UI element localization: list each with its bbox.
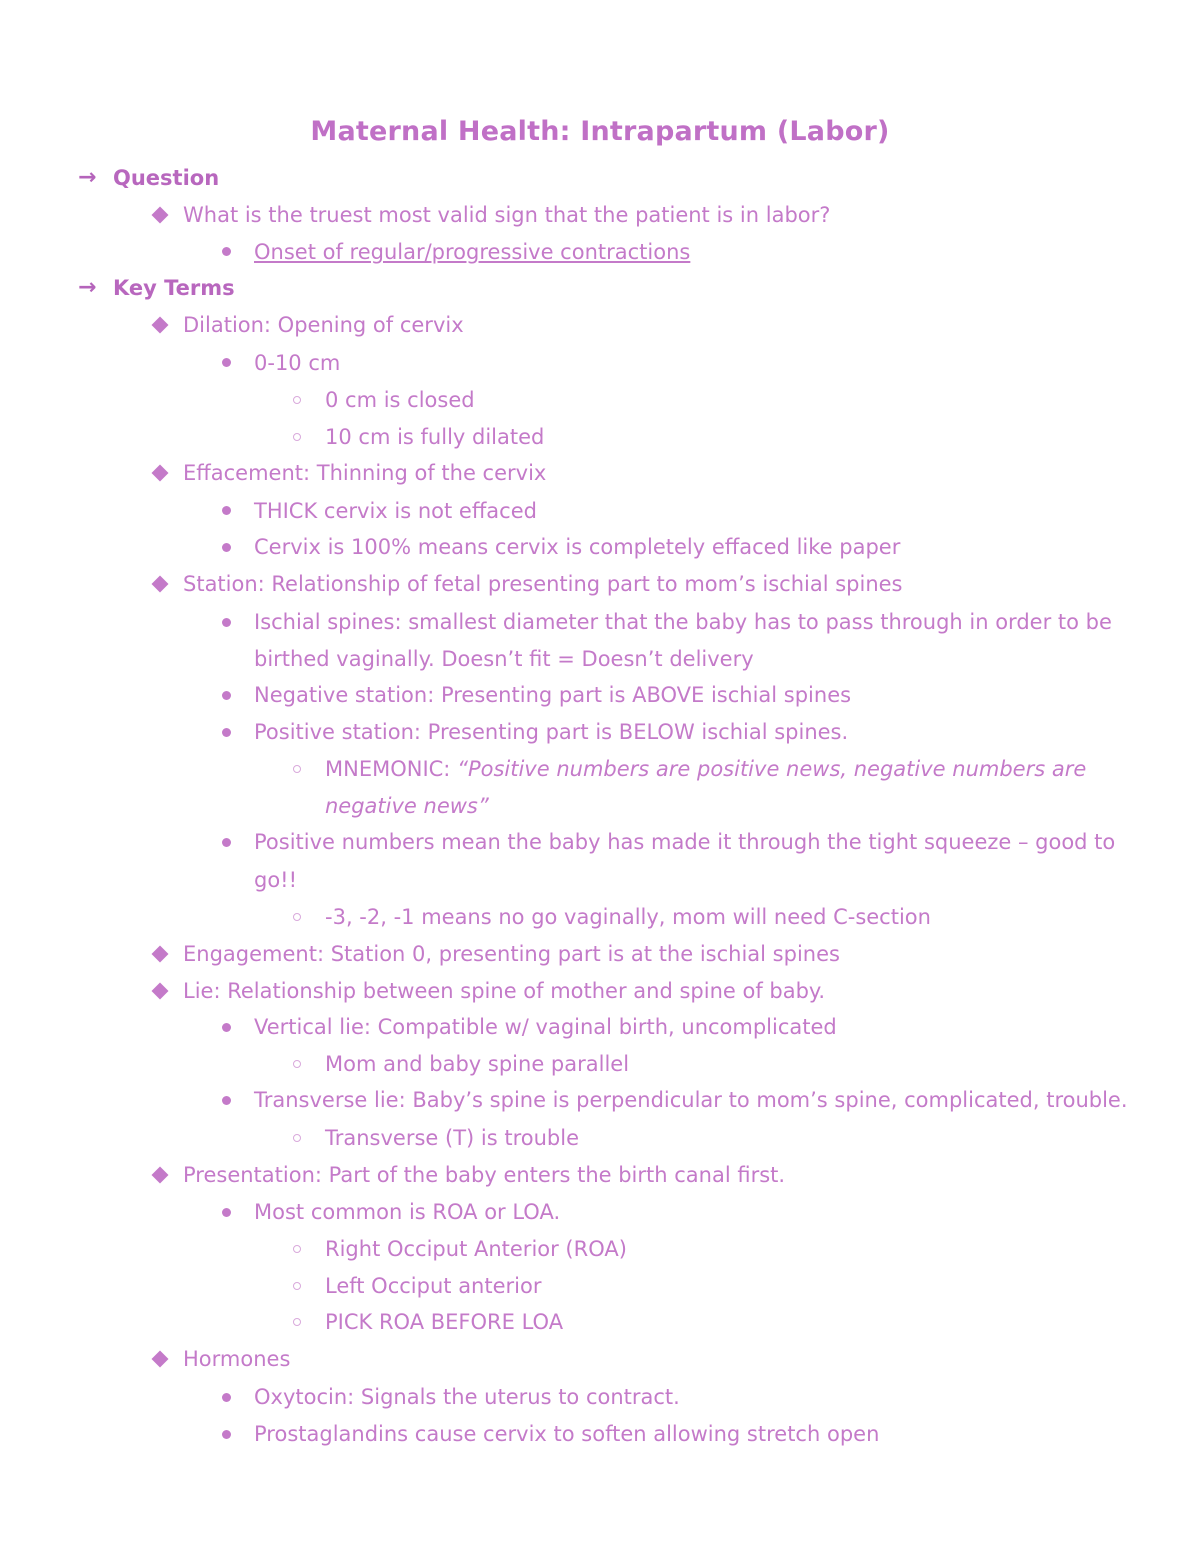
diamond-bullet-icon (152, 465, 169, 482)
arrow-icon: → (78, 275, 97, 300)
mnemonic-quote-continued: negative news” (325, 794, 489, 818)
circle-bullet-icon (293, 1060, 301, 1068)
list-item: PICK ROA BEFORE LOA (325, 1310, 564, 1334)
list-item: Left Occiput anterior (325, 1274, 542, 1298)
term-lie: Lie: Relationship between spine of mother and spine of baby. (183, 979, 826, 1003)
section-heading-question: Question (113, 166, 220, 190)
list-item: -3, -2, -1 means no go vaginally, mom will need C-section (325, 905, 931, 929)
list-item: Transverse (T) is trouble (325, 1126, 579, 1150)
disc-bullet-icon (222, 358, 231, 367)
term-station: Station: Relationship of fetal presenting part to mom’s ischial spines (183, 572, 903, 596)
list-item: Most common is ROA or LOA. (254, 1200, 561, 1224)
diamond-bullet-icon (152, 946, 169, 963)
page-title: Maternal Health: Intrapartum (Labor) (310, 116, 890, 147)
list-item: Vertical lie: Compatible w/ vaginal birth, uncomplicated (254, 1015, 837, 1039)
question-prompt: What is the truest most valid sign that the patient is in labor? (183, 203, 831, 227)
disc-bullet-icon (222, 691, 231, 700)
disc-bullet-icon (222, 1023, 231, 1032)
diamond-bullet-icon (152, 317, 169, 334)
circle-bullet-icon (293, 1282, 301, 1290)
list-item: Positive station: Presenting part is BELOW ischial spines. (254, 720, 849, 744)
disc-bullet-icon (222, 1208, 231, 1217)
list-item: Mom and baby spine parallel (325, 1052, 630, 1076)
question-answer: Onset of regular/progressive contractions (254, 240, 691, 264)
term-dilation: Dilation: Opening of cervix (183, 313, 464, 337)
list-item: Ischial spines: smallest diameter that the baby has to pass through in order to be (254, 610, 1112, 634)
circle-bullet-icon (293, 433, 301, 441)
list-item: Right Occiput Anterior (ROA) (325, 1237, 627, 1261)
mnemonic-quote: “Positive numbers are positive news, negative numbers are (457, 757, 1087, 781)
list-item: 10 cm is fully dilated (325, 425, 545, 449)
disc-bullet-icon (222, 1096, 231, 1105)
term-hormones: Hormones (183, 1347, 291, 1371)
diamond-bullet-icon (152, 983, 169, 1000)
disc-bullet-icon (222, 247, 231, 256)
circle-bullet-icon (293, 913, 301, 921)
list-item: Prostaglandins cause cervix to soften allowing stretch open (254, 1422, 880, 1446)
section-heading-key-terms: Key Terms (113, 276, 235, 300)
term-engagement: Engagement: Station 0, presenting part is at the ischial spines (183, 942, 840, 966)
disc-bullet-icon (222, 1393, 231, 1402)
list-item: Transverse lie: Baby’s spine is perpendicular to mom’s spine, complicated, trouble. (254, 1088, 1128, 1112)
disc-bullet-icon (222, 543, 231, 552)
circle-bullet-icon (293, 1134, 301, 1142)
list-item: 0-10 cm (254, 351, 341, 375)
list-item: THICK cervix is not effaced (254, 499, 537, 523)
term-effacement: Effacement: Thinning of the cervix (183, 461, 547, 485)
list-item-continued: go!! (254, 868, 298, 892)
disc-bullet-icon (222, 1430, 231, 1439)
disc-bullet-icon (222, 618, 231, 627)
circle-bullet-icon (293, 1318, 301, 1326)
mnemonic-prefix: MNEMONIC: (325, 757, 458, 781)
disc-bullet-icon (222, 728, 231, 737)
disc-bullet-icon (222, 506, 231, 515)
list-item: 0 cm is closed (325, 388, 475, 412)
list-item: Negative station: Presenting part is ABOVE ischial spines (254, 683, 852, 707)
disc-bullet-icon (222, 838, 231, 847)
diamond-bullet-icon (152, 1351, 169, 1368)
circle-bullet-icon (293, 396, 301, 404)
list-item-continued: birthed vaginally. Doesn’t fit = Doesn’t delivery (254, 647, 754, 671)
circle-bullet-icon (293, 1245, 301, 1253)
list-item: Cervix is 100% means cervix is completely effaced like paper (254, 535, 901, 559)
diamond-bullet-icon (152, 207, 169, 224)
list-item: Oxytocin: Signals the uterus to contract. (254, 1385, 680, 1409)
diamond-bullet-icon (152, 576, 169, 593)
circle-bullet-icon (293, 765, 301, 773)
diamond-bullet-icon (152, 1167, 169, 1184)
arrow-icon: → (78, 165, 97, 190)
list-item: Positive numbers mean the baby has made it through the tight squeeze – good to (254, 830, 1116, 854)
mnemonic (325, 756, 1086, 782)
term-presentation: Presentation: Part of the baby enters the birth canal first. (183, 1163, 786, 1187)
